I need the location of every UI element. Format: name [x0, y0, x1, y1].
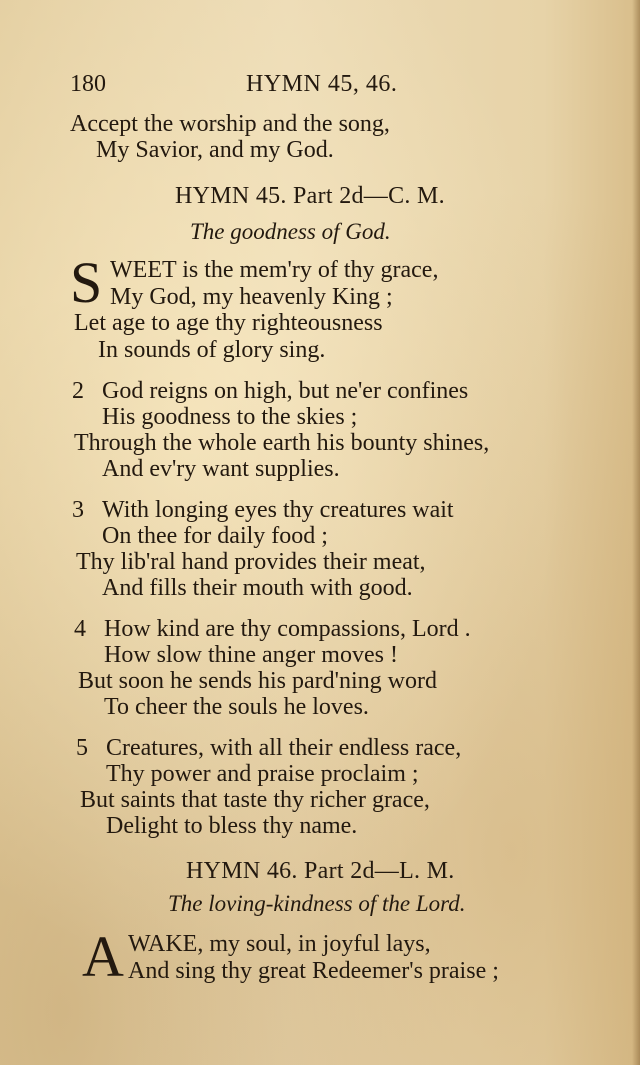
hymn46-v1-line2: And sing thy great Redeemer's praise ;: [128, 958, 499, 984]
hymn46-title: HYMN 46. Part 2d—L. M.: [186, 858, 455, 884]
hymn45-v1-line1: WEET is the mem'ry of thy grace,: [110, 257, 439, 283]
verse-4-line4: To cheer the souls he loves.: [104, 694, 369, 720]
verse-2-line3: Through the whole earth his bounty shines,: [74, 430, 490, 456]
verse-3-line1: 3 With longing eyes thy creatures wait: [72, 497, 454, 523]
intro-line-1: Accept the worship and the song,: [70, 111, 390, 137]
verse-3-line2: On thee for daily food ;: [102, 523, 328, 549]
verse-2-line4: And ev'ry want supplies.: [102, 456, 340, 482]
verse-number: 3: [72, 497, 84, 523]
page-edge-shadow: [632, 0, 640, 1065]
hymn45-title: HYMN 45. Part 2d—C. M.: [175, 183, 445, 209]
hymn46-subtitle: The loving-kindness of the Lord.: [168, 891, 466, 916]
verse-5-line1: 5 Creatures, with all their endless race,: [76, 735, 462, 761]
hymn45-subtitle: The goodness of God.: [190, 219, 391, 244]
hymn45-v1-line4: In sounds of glory sing.: [98, 337, 326, 363]
verse-4-line1: 4 How kind are thy compassions, Lord .: [74, 616, 471, 642]
verse-number: 4: [74, 616, 86, 642]
hymn45-v1-line2: My God, my heavenly King ;: [110, 284, 393, 310]
verse-2-line2: His goodness to the skies ;: [102, 404, 358, 430]
verse-4-line2: How slow thine anger moves !: [104, 642, 398, 668]
verse-number: 2: [72, 378, 84, 404]
hymn46-v1-line1: WAKE, my soul, in joyful lays,: [128, 931, 431, 957]
hymn46-drop-cap: A: [82, 924, 124, 989]
verse-4-line3: But soon he sends his pard'ning word: [78, 668, 437, 694]
verse-3-line3: Thy lib'ral hand provides their meat,: [76, 549, 426, 575]
verse-5-line3: But saints that taste thy richer grace,: [80, 787, 430, 813]
verse-5-line2: Thy power and praise proclaim ;: [106, 761, 419, 787]
hymn45-drop-cap: S: [70, 250, 103, 315]
hymn45-v1-line3: Let age to age thy righteousness: [74, 310, 383, 336]
intro-line-2: My Savior, and my God.: [96, 137, 334, 163]
verse-5-line4: Delight to bless thy name.: [106, 813, 358, 839]
verse-3-line4: And fills their mouth with good.: [102, 575, 413, 601]
verse-2-line1: 2 God reigns on high, but ne'er confines: [72, 378, 469, 404]
page-number: 180: [70, 71, 106, 97]
verse-number: 5: [76, 735, 88, 761]
running-header: HYMN 45, 46.: [246, 71, 398, 97]
